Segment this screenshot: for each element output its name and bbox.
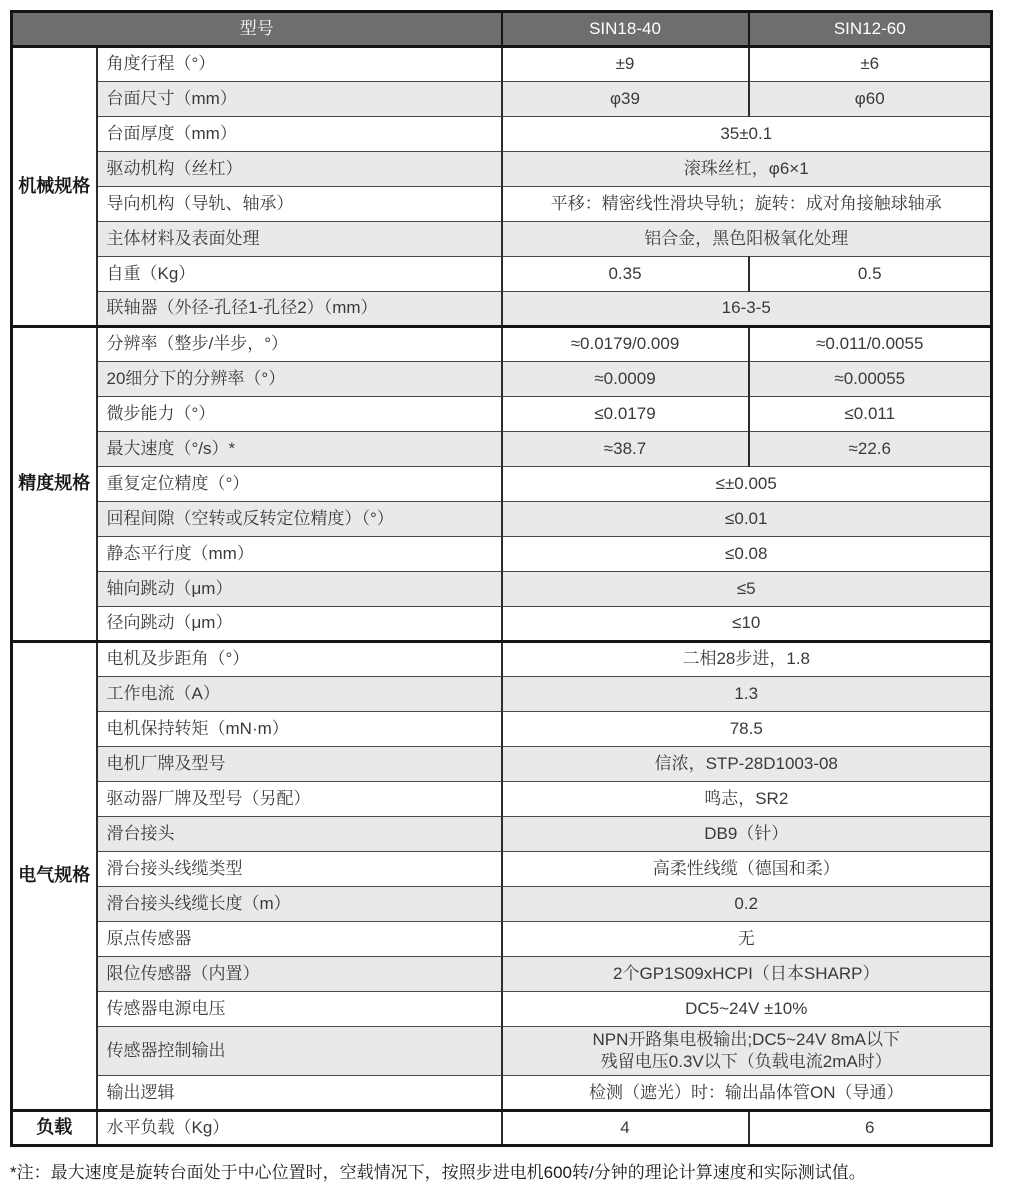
spec-row (12, 432, 992, 467)
spec-table (10, 10, 993, 1147)
param-label: 电机及步距角（°） (97, 642, 502, 677)
spec-row (12, 572, 992, 607)
param-value: ≈0.0179/0.009 (502, 327, 749, 362)
param-label: 最大速度（°/s）* (97, 432, 502, 467)
spec-row (12, 47, 992, 82)
spec-row (12, 1027, 992, 1076)
param-value: 平移：精密线性滑块导轨；旋转：成对角接触球轴承 (502, 187, 992, 222)
footnote: *注：最大速度是旋转台面处于中心位置时，空载情况下，按照步进电机600转/分钟的理论计算速度和实际测试值。 (10, 1163, 866, 1183)
spec-row (12, 222, 992, 257)
spec-table-body (12, 47, 992, 1146)
spec-row (12, 922, 992, 957)
param-label: 限位传感器（内置） (97, 957, 502, 992)
spec-row (12, 292, 992, 327)
param-value: 0.2 (502, 887, 992, 922)
spec-row (12, 467, 992, 502)
param-label: 滑台接头线缆长度（m） (97, 887, 502, 922)
param-value: ≤0.0179 (502, 397, 749, 432)
header-column-sin18-40: SIN18-40 (502, 12, 749, 47)
param-value: 78.5 (502, 712, 992, 747)
param-value: ≤±0.005 (502, 467, 992, 502)
spec-row (12, 327, 992, 362)
param-value: ±9 (502, 47, 749, 82)
spec-row (12, 887, 992, 922)
param-value: 6 (749, 1111, 992, 1146)
param-value: ≈38.7 (502, 432, 749, 467)
param-label: 水平负载（Kg） (97, 1111, 502, 1146)
param-value: ≈22.6 (749, 432, 992, 467)
param-value: φ60 (749, 82, 992, 117)
spec-row (12, 187, 992, 222)
param-value: 0.5 (749, 257, 992, 292)
spec-row (12, 152, 992, 187)
param-value: 检测（遮光）时：输出晶体管ON（导通） (502, 1076, 992, 1111)
param-label: 电机厂牌及型号 (97, 747, 502, 782)
spec-row (12, 852, 992, 887)
header-model-label: 型号 (12, 12, 502, 47)
param-value: 高柔性线缆（德国和柔） (502, 852, 992, 887)
param-value: 0.35 (502, 257, 749, 292)
param-value: ≤0.08 (502, 537, 992, 572)
param-label: 原点传感器 (97, 922, 502, 957)
param-value: 1.3 (502, 677, 992, 712)
param-label: 20细分下的分辨率（°） (97, 362, 502, 397)
spec-row (12, 362, 992, 397)
section-label-precision: 精度规格 (12, 327, 97, 642)
spec-row (12, 537, 992, 572)
param-label: 主体材料及表面处理 (97, 222, 502, 257)
param-value: ≈0.00055 (749, 362, 992, 397)
param-value: 35±0.1 (502, 117, 992, 152)
param-label: 电机保持转矩（mN·m） (97, 712, 502, 747)
spec-row (12, 1111, 992, 1146)
spec-row (12, 82, 992, 117)
spec-row (12, 677, 992, 712)
spec-row (12, 747, 992, 782)
param-value: 二相28步进，1.8 (502, 642, 992, 677)
param-value: DB9（针） (502, 817, 992, 852)
param-label: 导向机构（导轨、轴承） (97, 187, 502, 222)
spec-row (12, 817, 992, 852)
param-value: 2个GP1S09xHCPI（日本SHARP） (502, 957, 992, 992)
spec-table-header (12, 12, 992, 47)
param-label: 滑台接头 (97, 817, 502, 852)
spec-row (12, 607, 992, 642)
param-value: ≈0.011/0.0055 (749, 327, 992, 362)
param-value: NPN开路集电极输出;DC5~24V 8mA以下 残留电压0.3V以下（负载电流2mA时） (502, 1027, 992, 1076)
param-label: 传感器控制输出 (97, 1027, 502, 1076)
param-label: 分辨率（整步/半步，°） (97, 327, 502, 362)
section-label-load: 负载 (12, 1111, 97, 1146)
param-value: 铝合金，黑色阳极氧化处理 (502, 222, 992, 257)
param-value: 鸣志，SR2 (502, 782, 992, 817)
param-value: 4 (502, 1111, 749, 1146)
section-label-mechanical: 机械规格 (12, 47, 97, 327)
param-value: ≤5 (502, 572, 992, 607)
param-label: 滑台接头线缆类型 (97, 852, 502, 887)
spec-row (12, 117, 992, 152)
param-value: 滚珠丝杠，φ6×1 (502, 152, 992, 187)
spec-row (12, 712, 992, 747)
header-row (12, 12, 992, 47)
param-value: ≤0.011 (749, 397, 992, 432)
spec-row (12, 782, 992, 817)
param-label: 输出逻辑 (97, 1076, 502, 1111)
param-value: φ39 (502, 82, 749, 117)
section-label-electrical: 电气规格 (12, 642, 97, 1111)
param-label: 台面尺寸（mm） (97, 82, 502, 117)
param-label: 微步能力（°） (97, 397, 502, 432)
param-label: 传感器电源电压 (97, 992, 502, 1027)
param-value: 信浓，STP-28D1003-08 (502, 747, 992, 782)
param-value: 无 (502, 922, 992, 957)
param-value: ≤0.01 (502, 502, 992, 537)
param-label: 重复定位精度（°） (97, 467, 502, 502)
param-label: 自重（Kg） (97, 257, 502, 292)
param-value: DC5~24V ±10% (502, 992, 992, 1027)
param-label: 联轴器（外径-孔径1-孔径2）（mm） (97, 292, 502, 327)
param-value: 16-3-5 (502, 292, 992, 327)
spec-row (12, 502, 992, 537)
spec-row (12, 992, 992, 1027)
spec-row (12, 957, 992, 992)
param-label: 轴向跳动（μm） (97, 572, 502, 607)
param-label: 静态平行度（mm） (97, 537, 502, 572)
param-value: ≈0.0009 (502, 362, 749, 397)
header-column-sin12-60: SIN12-60 (749, 12, 992, 47)
spec-row (12, 642, 992, 677)
param-label: 台面厚度（mm） (97, 117, 502, 152)
spec-row (12, 397, 992, 432)
param-value: ±6 (749, 47, 992, 82)
param-value: ≤10 (502, 607, 992, 642)
param-label: 驱动机构（丝杠） (97, 152, 502, 187)
param-label: 回程间隙（空转或反转定位精度）（°） (97, 502, 502, 537)
spec-row (12, 1076, 992, 1111)
param-label: 径向跳动（μm） (97, 607, 502, 642)
spec-row (12, 257, 992, 292)
param-label: 驱动器厂牌及型号（另配） (97, 782, 502, 817)
param-label: 角度行程（°） (97, 47, 502, 82)
param-label: 工作电流（A） (97, 677, 502, 712)
